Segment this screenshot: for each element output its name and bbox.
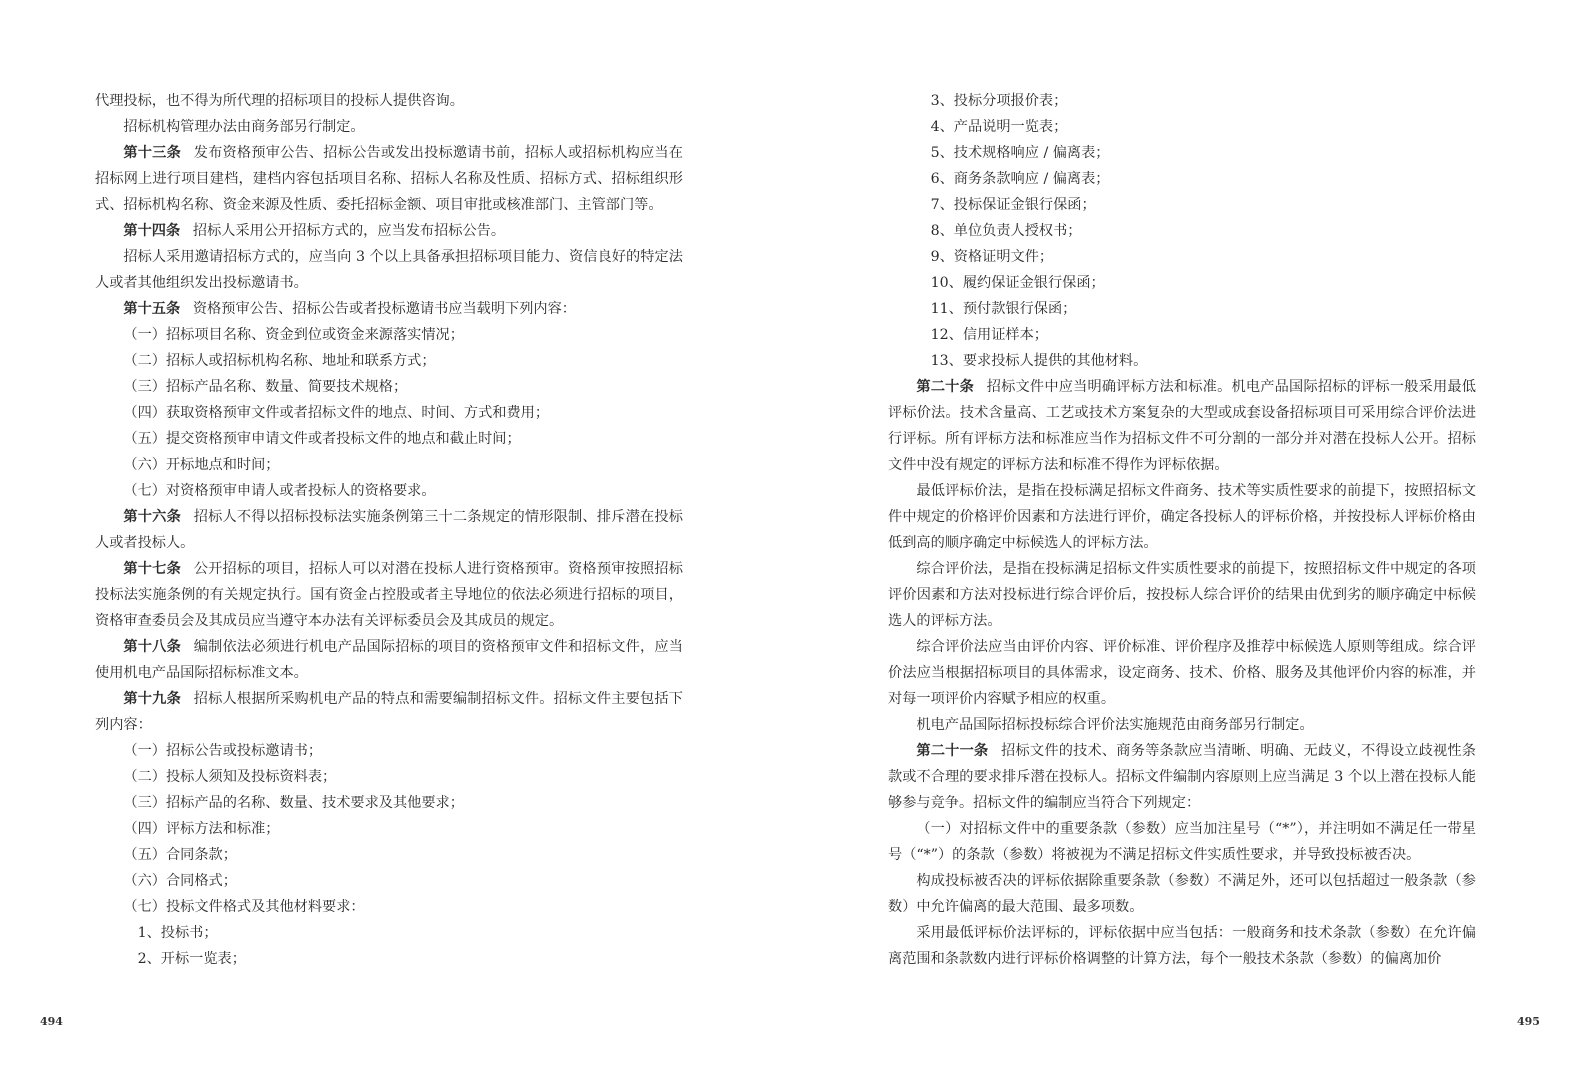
paragraph — [95, 218, 683, 244]
paragraph — [95, 426, 683, 452]
paragraph — [888, 166, 1476, 192]
paragraph — [888, 322, 1476, 348]
paragraph-text: 13、要求投标人提供的其他材料。 — [930, 353, 1148, 369]
article-number: 第十六条 — [123, 509, 181, 525]
article-number: 第二十一条 — [916, 743, 989, 759]
paragraph — [888, 140, 1476, 166]
paragraph-text: 5、技术规格响应 / 偏离表； — [930, 145, 1110, 161]
right-page-text — [888, 88, 1476, 972]
right-page-number: 495 — [1517, 1015, 1540, 1028]
paragraph-text: 综合评价法，是指在投标满足招标文件实质性要求的前提下，按照招标文件中规定的各项评价因素和方法对投标进行综合评价后，按投标人综合评价的结果由优到劣的顺序确定中标候选人的评标方法。 — [888, 561, 1476, 629]
paragraph-text: （一）对招标文件中的重要条款（参数）应当加注星号（“*”），并注明如不满足任一带星号（“*”）的条款（参数）将被视为不满足招标文件实质性要求，并导致投标被否决。 — [888, 821, 1476, 863]
paragraph-text: 招标机构管理办法由商务部另行制定。 — [123, 119, 365, 135]
paragraph — [888, 244, 1476, 270]
paragraph — [95, 790, 683, 816]
paragraph-text: 10、履约保证金银行保函； — [930, 275, 1105, 291]
paragraph — [95, 244, 683, 296]
paragraph-text: 最低评标价法，是指在投标满足招标文件商务、技术等实质性要求的前提下，按照招标文件中规定的价格评价因素和方法进行评价，确定各投标人的评标价格，并按投标人评标价格由低到高的顺序确定中标候选人的评标方法。 — [888, 483, 1476, 551]
paragraph — [95, 842, 683, 868]
paragraph — [95, 816, 683, 842]
paragraph — [888, 218, 1476, 244]
paragraph — [888, 712, 1476, 738]
paragraph-text: （二）投标人须知及投标资料表； — [123, 769, 337, 785]
paragraph — [95, 894, 683, 920]
paragraph-text: （三）招标产品的名称、数量、技术要求及其他要求； — [123, 795, 464, 811]
paragraph-text: 招标人采用公开招标方式的，应当发布招标公告。 — [192, 223, 506, 239]
paragraph — [95, 88, 683, 114]
paragraph — [95, 946, 683, 972]
paragraph — [888, 88, 1476, 114]
paragraph-text: 资格预审公告、招标公告或者投标邀请书应当载明下列内容： — [192, 301, 576, 317]
paragraph — [888, 192, 1476, 218]
paragraph — [888, 920, 1476, 972]
left-page-text — [95, 88, 683, 972]
paragraph-text: 发布资格预审公告、招标公告或发出投标邀请书前，招标人或招标机构应当在招标网上进行项目建档，建档内容包括项目名称、招标人名称及性质、招标方式、招标组织形式、招标机构名称、资金来源及性质、委托招标金额、项目审批或核准部门、主管部门等。 — [95, 145, 683, 213]
paragraph-text: 编制依法必须进行机电产品国际招标的项目的资格预审文件和招标文件，应当使用机电产品国际招标标准文本。 — [95, 639, 683, 681]
paragraph-text: （五）合同条款； — [123, 847, 237, 863]
paragraph — [888, 296, 1476, 322]
paragraph — [95, 140, 683, 218]
paragraph — [888, 374, 1476, 478]
article-number: 第十九条 — [123, 691, 181, 707]
paragraph — [95, 504, 683, 556]
paragraph-text: 7、投标保证金银行保函； — [930, 197, 1096, 213]
paragraph-text: 代理投标，也不得为所代理的招标项目的投标人提供咨询。 — [95, 93, 464, 109]
paragraph — [95, 348, 683, 374]
paragraph — [888, 114, 1476, 140]
paragraph — [888, 556, 1476, 634]
paragraph — [888, 738, 1476, 816]
paragraph-text: （一）招标项目名称、资金到位或资金来源落实情况； — [123, 327, 464, 343]
article-number: 第十四条 — [123, 223, 181, 239]
paragraph — [95, 868, 683, 894]
paragraph — [95, 400, 683, 426]
paragraph — [95, 920, 683, 946]
paragraph-text: （四）获取资格预审文件或者招标文件的地点、时间、方式和费用； — [123, 405, 550, 421]
paragraph-text: （五）提交资格预审申请文件或者投标文件的地点和截止时间； — [123, 431, 521, 447]
paragraph-text: 综合评价法应当由评价内容、评价标准、评价程序及推荐中标候选人原则等组成。综合评价法应当根据招标项目的具体需求，设定商务、技术、价格、服务及其他评价内容的标准，并对每一项评价内容赋予相应的权重。 — [888, 639, 1476, 707]
paragraph-text: （二）招标人或招标机构名称、地址和联系方式； — [123, 353, 436, 369]
paragraph — [95, 764, 683, 790]
paragraph-text: （一）招标公告或投标邀请书； — [123, 743, 323, 759]
article-number: 第十八条 — [123, 639, 181, 655]
article-number: 第十七条 — [123, 561, 181, 577]
paragraph-text: 招标人根据所采购机电产品的特点和需要编制招标文件。招标文件主要包括下列内容： — [95, 691, 683, 733]
left-page-number: 494 — [40, 1015, 63, 1028]
paragraph — [95, 738, 683, 764]
paragraph — [95, 114, 683, 140]
paragraph — [95, 478, 683, 504]
paragraph-text: 招标人采用邀请招标方式的，应当向 3 个以上具备承担招标项目能力、资信良好的特定法人或者其他组织发出投标邀请书。 — [95, 249, 683, 291]
paragraph — [888, 270, 1476, 296]
paragraph — [95, 322, 683, 348]
paragraph — [95, 686, 683, 738]
paragraph-text: 采用最低评标价法评标的，评标依据中应当包括：一般商务和技术条款（参数）在允许偏离范围和条款数内进行评标价格调整的计算方法，每个一般技术条款（参数）的偏离加价 — [888, 925, 1476, 967]
right-page — [793, 0, 1586, 1077]
paragraph — [95, 296, 683, 322]
paragraph — [95, 374, 683, 400]
paragraph — [888, 348, 1476, 374]
paragraph-text: 招标人不得以招标投标法实施条例第三十二条规定的情形限制、排斥潜在投标人或者投标人。 — [95, 509, 683, 551]
paragraph-text: 12、信用证样本； — [930, 327, 1048, 343]
paragraph-text: 6、商务条款响应 / 偏离表； — [930, 171, 1110, 187]
paragraph-text: 2、开标一览表； — [137, 951, 246, 967]
paragraph-text: 9、资格证明文件； — [930, 249, 1054, 265]
paragraph — [95, 634, 683, 686]
paragraph-text: 公开招标的项目，招标人可以对潜在投标人进行资格预审。资格预审按照招标投标法实施条例的有关规定执行。国有资金占控股或者主导地位的依法必须进行招标的项目，资格审查委员会及其成员应当遵守本办法有关评标委员会及其成员的规定。 — [95, 561, 683, 629]
paragraph — [888, 634, 1476, 712]
paragraph-text: 3、投标分项报价表； — [930, 93, 1068, 109]
paragraph-text: （六）合同格式； — [123, 873, 237, 889]
paragraph-text: （三）招标产品名称、数量、简要技术规格； — [123, 379, 408, 395]
paragraph — [95, 556, 683, 634]
paragraph — [888, 868, 1476, 920]
paragraph — [95, 452, 683, 478]
left-page — [0, 0, 793, 1077]
paragraph-text: 8、单位负责人授权书； — [930, 223, 1082, 239]
paragraph-text: 机电产品国际招标投标综合评价法实施规范由商务部另行制定。 — [916, 717, 1314, 733]
paragraph-text: （六）开标地点和时间； — [123, 457, 280, 473]
paragraph — [888, 478, 1476, 556]
paragraph-text: （七）投标文件格式及其他材料要求： — [123, 899, 365, 915]
paragraph-text: 4、产品说明一览表； — [930, 119, 1068, 135]
paragraph — [888, 816, 1476, 868]
paragraph-text: （四）评标方法和标准； — [123, 821, 280, 837]
paragraph-text: 11、预付款银行保函； — [930, 301, 1077, 317]
paragraph-text: 招标文件中应当明确评标方法和标准。机电产品国际招标的评标一般采用最低评标价法。技术含量高、工艺或技术方案复杂的大型或成套设备招标项目可采用综合评价法进行评标。所有评标方法和标准应当作为招标文件不可分割的一部分并对潜在投标人公开。招标文件中没有规定的评标方法和标准不得作为评标依据。 — [888, 379, 1476, 473]
article-number: 第十三条 — [123, 145, 181, 161]
paragraph-text: （七）对资格预审申请人或者投标人的资格要求。 — [123, 483, 436, 499]
article-number: 第二十条 — [916, 379, 974, 395]
article-number: 第十五条 — [123, 301, 181, 317]
paragraph-text: 1、投标书； — [137, 925, 218, 941]
paragraph-text: 构成投标被否决的评标依据除重要条款（参数）不满足外，还可以包括超过一般条款（参数）中允许偏离的最大范围、最多项数。 — [888, 873, 1476, 915]
paragraph-text: 招标文件的技术、商务等条款应当清晰、明确、无歧义，不得设立歧视性条款或不合理的要求排斥潜在投标人。招标文件编制内容原则上应当满足 3 个以上潜在投标人能够参与竞争。招标文件的编制应当符合下列规定： — [888, 743, 1476, 811]
